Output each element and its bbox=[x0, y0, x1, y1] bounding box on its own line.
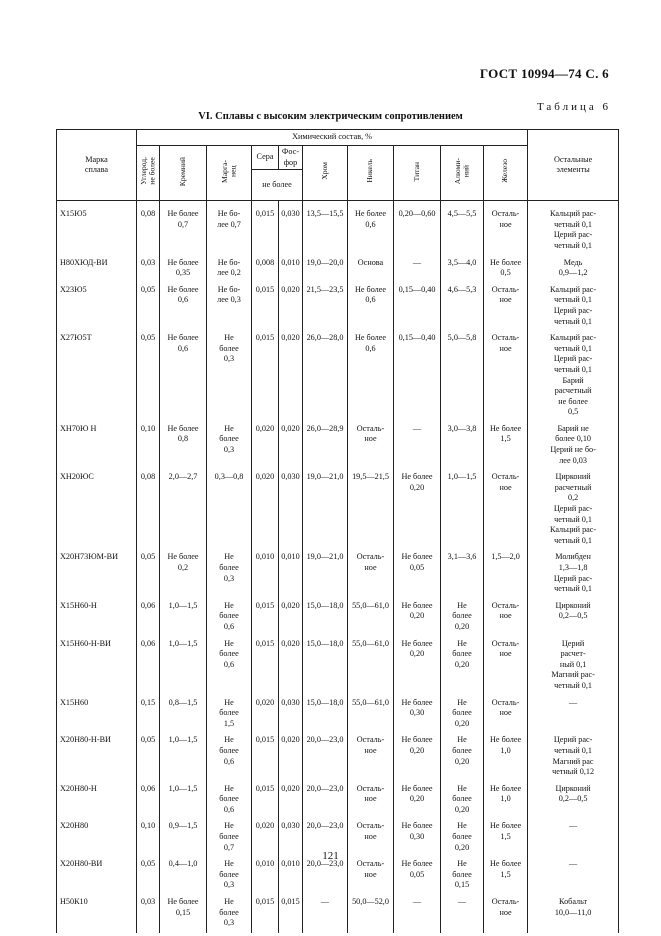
cell-ni: Осталь- ное bbox=[348, 782, 394, 820]
cell-ti: Не более 0,30 bbox=[394, 696, 441, 734]
cell-si: Не более 0,2 bbox=[160, 550, 207, 598]
cell-ni: Не более 0,6 bbox=[348, 201, 394, 256]
cell-c: 0,08 bbox=[137, 201, 160, 256]
cell-mn: Не более 0,3 bbox=[207, 550, 252, 598]
cell-c: 0,05 bbox=[137, 857, 160, 895]
cell-c: 0,08 bbox=[137, 470, 160, 550]
cell-fe: Осталь- ное bbox=[484, 283, 528, 331]
cell-fe: Осталь- ное bbox=[484, 637, 528, 696]
cell-si: 1,0—1,5 bbox=[160, 733, 207, 781]
cell-c: 0,05 bbox=[137, 331, 160, 422]
cell-s: 0,020 bbox=[252, 422, 279, 470]
cell-s: 0,015 bbox=[252, 782, 279, 820]
cell-s: 0,015 bbox=[252, 733, 279, 781]
cell-ti: Не более 0,05 bbox=[394, 550, 441, 598]
cell-c: 0,15 bbox=[137, 696, 160, 734]
cell-grade: Х20Н80-Н-ВИ bbox=[57, 733, 137, 781]
cell-cr: 20,0—23,0 bbox=[303, 819, 348, 857]
cell-grade: Х27Ю5Т bbox=[57, 331, 137, 422]
cell-p: 0,020 bbox=[279, 637, 303, 696]
cell-p: 0,010 bbox=[279, 550, 303, 598]
header-silicon-label: Кремний bbox=[177, 156, 187, 186]
table-row bbox=[57, 470, 619, 550]
cell-si: Не более 0,7 bbox=[160, 201, 207, 256]
cell-ni: Не более 0,6 bbox=[348, 331, 394, 422]
cell-grade: Х20Н80 bbox=[57, 819, 137, 857]
cell-cr: 15,0—18,0 bbox=[303, 637, 348, 696]
cell-c: 0,10 bbox=[137, 819, 160, 857]
cell-p: 0,015 bbox=[279, 895, 303, 933]
cell-si: Не более 0,6 bbox=[160, 331, 207, 422]
cell-p: 0,030 bbox=[279, 696, 303, 734]
cell-mn: Не более 0,3 bbox=[207, 331, 252, 422]
cell-other: Церий рас- четный 0,1 Магний рас четный 0,12 bbox=[528, 733, 619, 781]
cell-ti: — bbox=[394, 422, 441, 470]
cell-fe: Не более 1,0 bbox=[484, 733, 528, 781]
header-chromium bbox=[303, 146, 348, 201]
cell-other: — bbox=[528, 857, 619, 895]
cell-mn: Не более 0,3 bbox=[207, 422, 252, 470]
cell-ni: Не более 0,6 bbox=[348, 283, 394, 331]
cell-cr: 26,0—28,9 bbox=[303, 422, 348, 470]
cell-c: 0,05 bbox=[137, 550, 160, 598]
header-nickel bbox=[348, 146, 394, 201]
cell-si: 1,0—1,5 bbox=[160, 637, 207, 696]
cell-ti: Не более 0,20 bbox=[394, 599, 441, 637]
cell-grade: ХН70Ю Н bbox=[57, 422, 137, 470]
cell-fe: Осталь- ное bbox=[484, 470, 528, 550]
table-row bbox=[57, 599, 619, 637]
cell-al: 3,5—4,0 bbox=[441, 256, 484, 283]
cell-s: 0,010 bbox=[252, 550, 279, 598]
cell-cr: 15,0—18,0 bbox=[303, 599, 348, 637]
cell-s: 0,020 bbox=[252, 819, 279, 857]
cell-other: Кальций рас- четный 0,1 Церий рас- четный 0,1 Барий расчетный не более 0,5 bbox=[528, 331, 619, 422]
cell-al: Не более 0,15 bbox=[441, 857, 484, 895]
cell-s: 0,015 bbox=[252, 331, 279, 422]
cell-c: 0,06 bbox=[137, 637, 160, 696]
section-title: VI. Сплавы с высоким электрическим сопротивлением bbox=[198, 111, 463, 122]
table-label: Таблица 6 bbox=[536, 101, 611, 113]
cell-s: 0,015 bbox=[252, 599, 279, 637]
cell-other: Кальций рас- четный 0,1 Церий рас- четный 0,1 bbox=[528, 201, 619, 256]
cell-al: 3,1—3,6 bbox=[441, 550, 484, 598]
header-not-more: не более bbox=[252, 170, 303, 201]
cell-fe: Осталь- ное bbox=[484, 201, 528, 256]
cell-mn: Не бо- лее 0,2 bbox=[207, 256, 252, 283]
cell-mn: Не более 0,6 bbox=[207, 782, 252, 820]
header-other-elements: Остальные элементы bbox=[528, 130, 619, 201]
table-row bbox=[57, 422, 619, 470]
cell-ti: 0,15—0,40 bbox=[394, 283, 441, 331]
cell-al: Не более 0,20 bbox=[441, 696, 484, 734]
cell-cr: 19,0—21,0 bbox=[303, 550, 348, 598]
cell-p: 0,020 bbox=[279, 599, 303, 637]
cell-grade: Х20Н73ЮМ-ВИ bbox=[57, 550, 137, 598]
cell-fe: Не более 0,5 bbox=[484, 256, 528, 283]
cell-other: Медь 0,9—1,2 bbox=[528, 256, 619, 283]
cell-p: 0,030 bbox=[279, 819, 303, 857]
cell-ti: — bbox=[394, 256, 441, 283]
header-chromium-label: Хром bbox=[319, 162, 329, 181]
table-row bbox=[57, 895, 619, 933]
cell-fe: 1,5—2,0 bbox=[484, 550, 528, 598]
cell-grade: ХН20ЮС bbox=[57, 470, 137, 550]
cell-s: 0,015 bbox=[252, 895, 279, 933]
cell-al: 5,0—5,8 bbox=[441, 331, 484, 422]
cell-si: 1,0—1,5 bbox=[160, 599, 207, 637]
table-row bbox=[57, 283, 619, 331]
cell-al: Не более 0,20 bbox=[441, 733, 484, 781]
header-sulfur: Сера bbox=[252, 146, 279, 170]
cell-c: 0,03 bbox=[137, 895, 160, 933]
cell-s: 0,015 bbox=[252, 201, 279, 256]
cell-al: Не более 0,20 bbox=[441, 599, 484, 637]
cell-other: Цирконий 0,2—0,5 bbox=[528, 599, 619, 637]
cell-cr: 19,0—21,0 bbox=[303, 470, 348, 550]
cell-mn: Не более 0,3 bbox=[207, 895, 252, 933]
cell-s: 0,015 bbox=[252, 637, 279, 696]
table-row bbox=[57, 637, 619, 696]
header-phosphorus: Фос- фор bbox=[279, 146, 303, 170]
header-grade: Марка сплава bbox=[57, 130, 137, 201]
cell-s: 0,020 bbox=[252, 696, 279, 734]
cell-al: 4,5—5,5 bbox=[441, 201, 484, 256]
cell-other: — bbox=[528, 819, 619, 857]
cell-ni: 19,5—21,5 bbox=[348, 470, 394, 550]
cell-other: Церий расчет- ный 0,1 Магний рас- четный 0,1 bbox=[528, 637, 619, 696]
cell-si: Не более 0,15 bbox=[160, 895, 207, 933]
cell-ni: Осталь- ное bbox=[348, 819, 394, 857]
cell-cr: 21,5—23,5 bbox=[303, 283, 348, 331]
cell-c: 0,05 bbox=[137, 733, 160, 781]
cell-other: Кальций рас- четный 0,1 Церий рас- четный 0,1 bbox=[528, 283, 619, 331]
cell-other: — bbox=[528, 696, 619, 734]
cell-s: 0,008 bbox=[252, 256, 279, 283]
cell-grade: Х15Н60-Н bbox=[57, 599, 137, 637]
cell-s: 0,010 bbox=[252, 857, 279, 895]
header-manganese bbox=[207, 146, 252, 201]
cell-al: Не более 0,20 bbox=[441, 782, 484, 820]
cell-p: 0,020 bbox=[279, 422, 303, 470]
cell-ni: Осталь- ное bbox=[348, 733, 394, 781]
cell-mn: Не более 0,7 bbox=[207, 819, 252, 857]
cell-fe: Не более 1,5 bbox=[484, 857, 528, 895]
cell-p: 0,010 bbox=[279, 857, 303, 895]
cell-ti: Не более 0,20 bbox=[394, 782, 441, 820]
cell-fe: Осталь- ное bbox=[484, 331, 528, 422]
cell-cr: 26,0—28,0 bbox=[303, 331, 348, 422]
header-nickel-label: Никель bbox=[365, 159, 375, 184]
cell-mn: Не более 0,6 bbox=[207, 733, 252, 781]
table-row bbox=[57, 857, 619, 895]
page-number: 121 bbox=[322, 850, 339, 862]
cell-c: 0,06 bbox=[137, 599, 160, 637]
table-row bbox=[57, 550, 619, 598]
cell-other: Кобальт 10,0—11,0 bbox=[528, 895, 619, 933]
cell-ni: Осталь- ное bbox=[348, 422, 394, 470]
cell-si: 0,9—1,5 bbox=[160, 819, 207, 857]
header-chemical-composition: Химический состав, % bbox=[137, 130, 528, 146]
cell-cr: 20,0—23,0 bbox=[303, 733, 348, 781]
header-iron bbox=[484, 146, 528, 201]
cell-other: Барий не более 0,10 Церий не бо- лее 0,03 bbox=[528, 422, 619, 470]
table-row bbox=[57, 201, 619, 256]
cell-mn: 0,3—0,8 bbox=[207, 470, 252, 550]
cell-al: 1,0—1,5 bbox=[441, 470, 484, 550]
cell-c: 0,10 bbox=[137, 422, 160, 470]
cell-cr: — bbox=[303, 895, 348, 933]
cell-s: 0,015 bbox=[252, 283, 279, 331]
cell-ti: 0,15—0,40 bbox=[394, 331, 441, 422]
cell-grade: Х15Ю5 bbox=[57, 201, 137, 256]
cell-fe: Не более 1,5 bbox=[484, 819, 528, 857]
cell-ni: 55,0—61,0 bbox=[348, 637, 394, 696]
cell-ni: Осталь- ное bbox=[348, 857, 394, 895]
cell-grade: Х23Ю5 bbox=[57, 283, 137, 331]
cell-p: 0,010 bbox=[279, 256, 303, 283]
cell-cr: 15,0—18,0 bbox=[303, 696, 348, 734]
cell-p: 0,030 bbox=[279, 470, 303, 550]
cell-fe: Осталь- ное bbox=[484, 895, 528, 933]
cell-si: Не более 0,6 bbox=[160, 283, 207, 331]
header-titanium-label: Титан bbox=[411, 161, 421, 181]
table-row bbox=[57, 782, 619, 820]
cell-si: Не более 0,8 bbox=[160, 422, 207, 470]
header-aluminum-label: Алюми- ний bbox=[452, 158, 470, 185]
cell-si: 0,4—1,0 bbox=[160, 857, 207, 895]
cell-si: 2,0—2,7 bbox=[160, 470, 207, 550]
table-row bbox=[57, 733, 619, 781]
cell-p: 0,020 bbox=[279, 733, 303, 781]
cell-other: Цирконий расчетный 0,2 Церий рас- четный 0,1 Кальций рас- четный 0,1 bbox=[528, 470, 619, 550]
cell-cr: 20,0—23,0 bbox=[303, 857, 348, 895]
cell-mn: Не бо- лее 0,3 bbox=[207, 283, 252, 331]
cell-p: 0,020 bbox=[279, 782, 303, 820]
cell-mn: Не более 0,6 bbox=[207, 637, 252, 696]
cell-p: 0,020 bbox=[279, 331, 303, 422]
cell-ni: 55,0—61,0 bbox=[348, 599, 394, 637]
cell-ti: 0,20—0,60 bbox=[394, 201, 441, 256]
cell-grade: Х15Н60 bbox=[57, 696, 137, 734]
cell-si: 1,0—1,5 bbox=[160, 782, 207, 820]
cell-fe: Осталь- ное bbox=[484, 599, 528, 637]
cell-c: 0,06 bbox=[137, 782, 160, 820]
cell-mn: Не более 0,3 bbox=[207, 857, 252, 895]
cell-fe: Осталь- ное bbox=[484, 696, 528, 734]
cell-ni: Осталь- ное bbox=[348, 550, 394, 598]
cell-si: Не более 0,35 bbox=[160, 256, 207, 283]
cell-al: — bbox=[441, 895, 484, 933]
cell-ni: 50,0—52,0 bbox=[348, 895, 394, 933]
cell-other: Цирконий 0,2—0,5 bbox=[528, 782, 619, 820]
cell-fe: Не более 1,0 bbox=[484, 782, 528, 820]
document-header: ГОСТ 10994—74 С. 6 bbox=[479, 66, 609, 81]
alloy-composition-table bbox=[56, 129, 619, 933]
cell-al: 3,0—3,8 bbox=[441, 422, 484, 470]
cell-cr: 13,5—15,5 bbox=[303, 201, 348, 256]
cell-ti: Не более 0,05 bbox=[394, 857, 441, 895]
cell-fe: Не более 1,5 bbox=[484, 422, 528, 470]
cell-si: 0,8—1,5 bbox=[160, 696, 207, 734]
cell-al: 4,6—5,3 bbox=[441, 283, 484, 331]
cell-grade: Х20Н80-Н bbox=[57, 782, 137, 820]
cell-grade: Х15Н60-Н-ВИ bbox=[57, 637, 137, 696]
cell-c: 0,03 bbox=[137, 256, 160, 283]
cell-s: 0,020 bbox=[252, 470, 279, 550]
cell-grade: Н50К10 bbox=[57, 895, 137, 933]
cell-p: 0,030 bbox=[279, 201, 303, 256]
table-body bbox=[57, 201, 619, 933]
cell-ti: Не более 0,20 bbox=[394, 637, 441, 696]
cell-mn: Не бо- лее 0,7 bbox=[207, 201, 252, 256]
header-silicon bbox=[160, 146, 207, 201]
table-row bbox=[57, 331, 619, 422]
cell-ti: Не более 0,20 bbox=[394, 470, 441, 550]
cell-grade: Х20Н80-ВИ bbox=[57, 857, 137, 895]
header-carbon bbox=[137, 146, 160, 201]
cell-ni: 55,0—61,0 bbox=[348, 696, 394, 734]
cell-mn: Не более 1,5 bbox=[207, 696, 252, 734]
header-manganese-label: Марга- нец bbox=[219, 159, 237, 183]
cell-ti: Не более 0,20 bbox=[394, 733, 441, 781]
cell-cr: 19,0—20,0 bbox=[303, 256, 348, 283]
cell-ni: Основа bbox=[348, 256, 394, 283]
cell-cr: 20,0—23,0 bbox=[303, 782, 348, 820]
cell-grade: Н80ХЮД-ВИ bbox=[57, 256, 137, 283]
cell-ti: — bbox=[394, 895, 441, 933]
header-aluminum bbox=[441, 146, 484, 201]
cell-c: 0,05 bbox=[137, 283, 160, 331]
header-carbon-label: Углерод, не более bbox=[138, 157, 156, 186]
table-row bbox=[57, 696, 619, 734]
table-row bbox=[57, 256, 619, 283]
cell-other: Молибден 1,3—1,8 Церий рас- четный 0,1 bbox=[528, 550, 619, 598]
cell-ti: Не более 0,30 bbox=[394, 819, 441, 857]
cell-mn: Не более 0,6 bbox=[207, 599, 252, 637]
cell-p: 0,020 bbox=[279, 283, 303, 331]
cell-al: Не более 0,20 bbox=[441, 819, 484, 857]
header-iron-label: Железо bbox=[500, 159, 510, 184]
cell-al: Не более 0,20 bbox=[441, 637, 484, 696]
header-titanium bbox=[394, 146, 441, 201]
